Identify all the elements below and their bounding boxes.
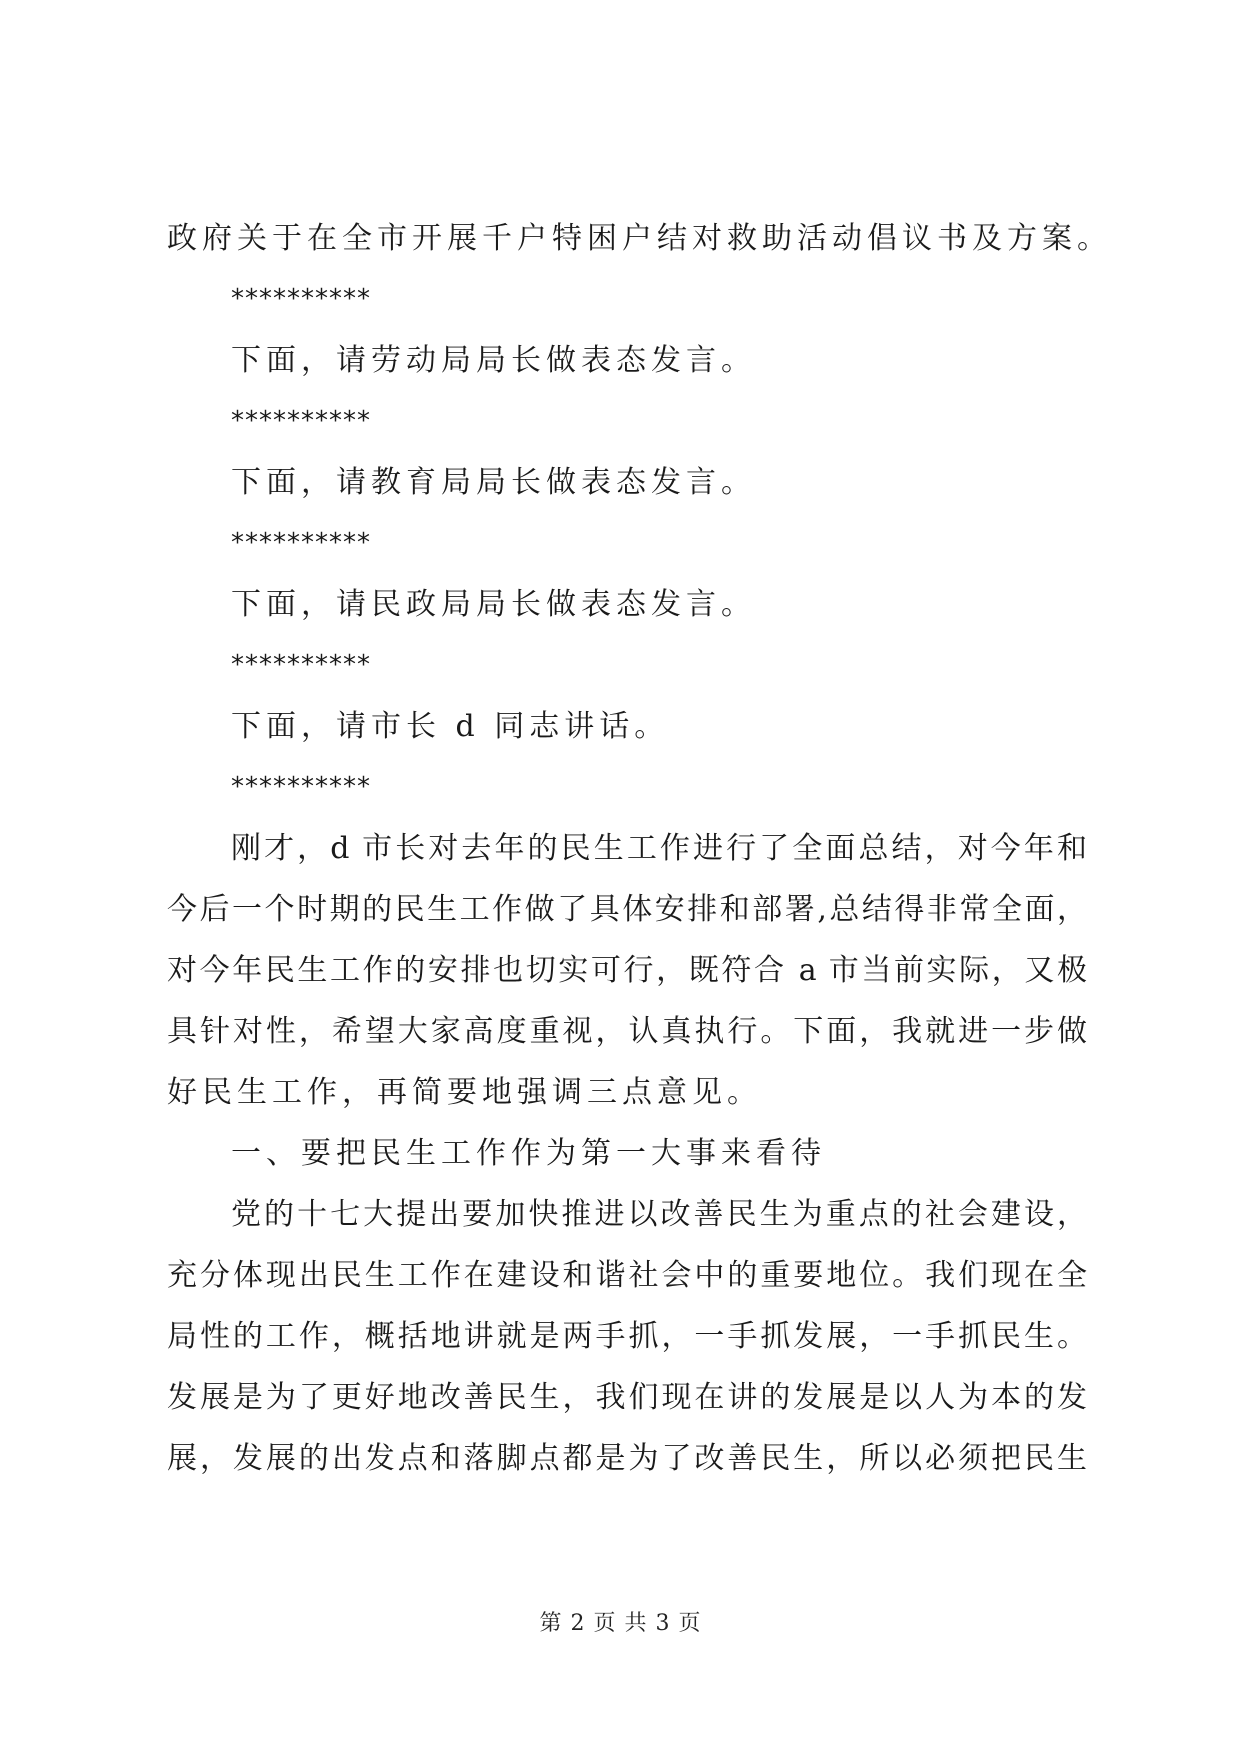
text-line: 下面，请劳动局局长做表态发言。: [231, 343, 756, 378]
text-line: 局性的工作，概括地讲就是两手抓，一手抓发展，一手抓民生。: [167, 1319, 1087, 1354]
text-line: 好民生工作，再简要地强调三点意见。: [167, 1075, 762, 1110]
text-line: 发展是为了更好地改善民生，我们现在讲的发展是以人为本的发: [167, 1380, 1087, 1415]
document-body: [167, 208, 1112, 1489]
text-line: 党的十七大提出要加快推进以改善民生为重点的社会建设，: [231, 1197, 1087, 1232]
text-line: 充分体现出民生工作在建设和谐社会中的重要地位。我们现在全: [167, 1258, 1087, 1293]
text-line: 对今年民生工作的安排也切实可行，既符合 a 市当前实际，又极: [167, 953, 1087, 988]
text-line: 展，发展的出发点和落脚点都是为了改善民生，所以必须把民生: [167, 1441, 1087, 1476]
text-line: 刚才，d 市长对去年的民生工作进行了全面总结，对今年和: [231, 831, 1087, 866]
text-line: 今后一个时期的民生工作做了具体安排和部署,总结得非常全面，: [167, 892, 1087, 927]
text-line: 具针对性，希望大家高度重视，认真执行。下面，我就进一步做: [167, 1014, 1087, 1049]
text-line: 下面，请教育局局长做表态发言。: [231, 465, 756, 500]
separator-line: **********: [231, 406, 371, 436]
separator-line: **********: [231, 528, 371, 558]
text-line: 一、要把民生工作作为第一大事来看待: [231, 1136, 826, 1171]
separator-line: **********: [231, 650, 371, 680]
separator-line: **********: [231, 772, 371, 802]
text-line: 下面，请民政局局长做表态发言。: [231, 587, 756, 622]
page-footer: 第 2 页 共 3 页: [539, 1611, 702, 1636]
separator-line: **********: [231, 284, 371, 314]
text-line: 下面，请市长 d 同志讲话。: [231, 709, 670, 744]
text-line: 政府关于在全市开展千户特困户结对救助活动倡议书及方案。: [167, 221, 1112, 256]
